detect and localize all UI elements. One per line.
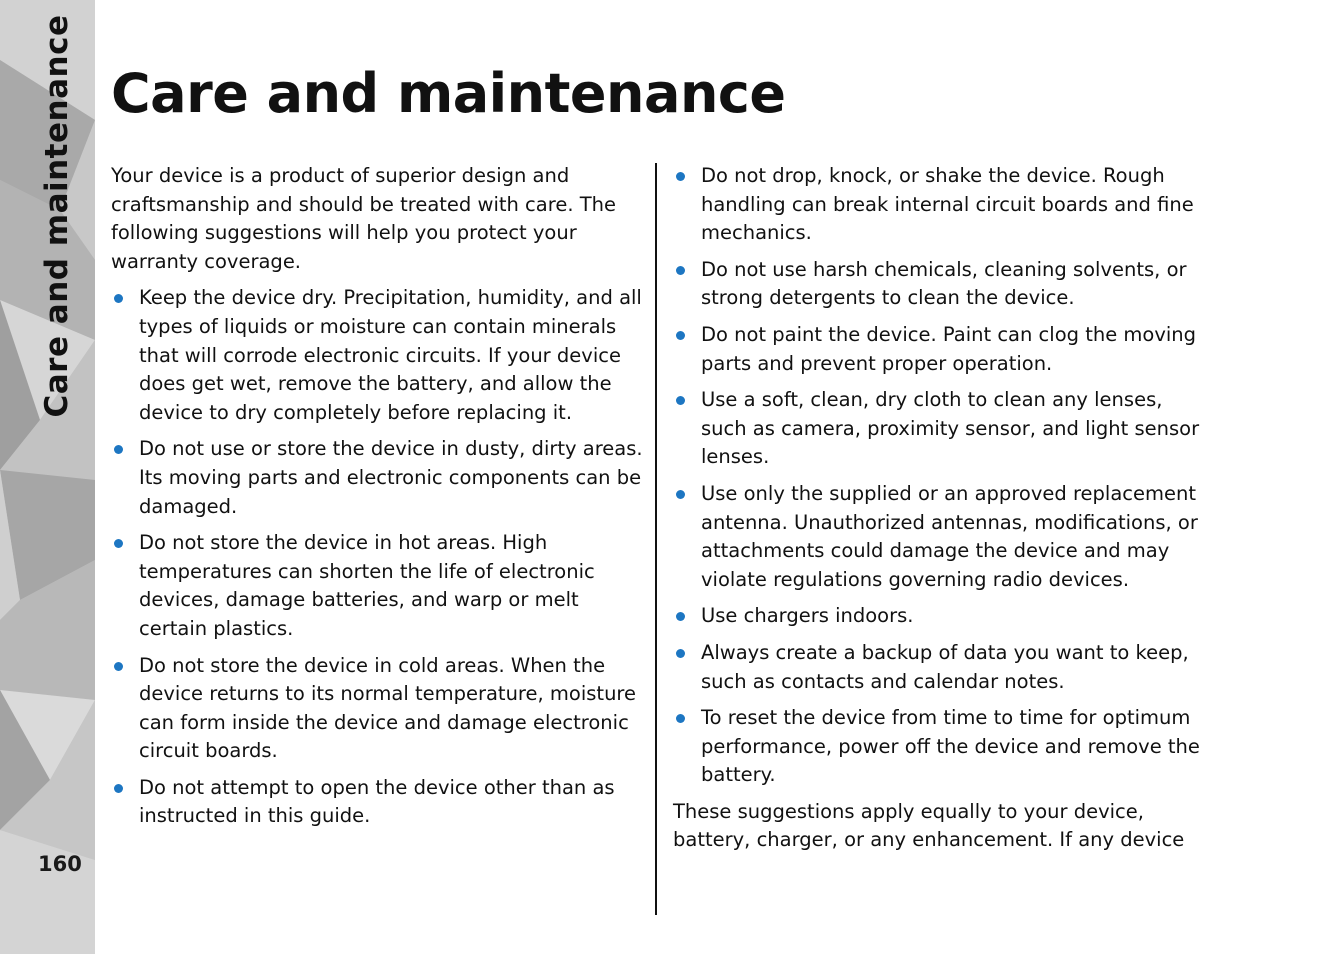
page-title: Care and maintenance (111, 62, 786, 125)
list-item-text: Do not store the device in hot areas. High temperatures can shorten the life of electronic devices, damage batteries, and warp or melt certain plastics. (139, 531, 595, 640)
list-item (111, 529, 643, 643)
right-bullet-list (673, 162, 1203, 790)
list-item (673, 639, 1203, 696)
bullet-icon (676, 612, 685, 621)
list-item-text: Do not paint the device. Paint can clog the moving parts and prevent proper operation. (701, 322, 1197, 375)
list-item-text: Do not use or store the device in dusty, dirty areas. Its moving parts and electronic components can be damaged. (139, 437, 643, 518)
side-band-decoration (0, 0, 95, 954)
list-item-text: Do not use harsh chemicals, cleaning solvents, or strong detergents to clean the device. (701, 257, 1187, 310)
bullet-icon (114, 539, 123, 548)
list-item-text: Always create a backup of data you want to keep, such as contacts and calendar notes. (701, 640, 1189, 693)
right-column (673, 162, 1203, 863)
list-item (111, 435, 643, 521)
bullet-icon (676, 266, 685, 275)
list-item (673, 321, 1203, 378)
bullet-icon (114, 445, 123, 454)
list-item-text: Do not store the device in cold areas. When the device returns to its normal temperature, moisture can form inside the device and damage electronic circuit boards. (139, 653, 637, 763)
bullet-icon (114, 294, 123, 303)
bullet-icon (676, 396, 685, 405)
list-item (111, 652, 643, 766)
list-item-text: Use only the supplied or an approved replacement antenna. Unauthorized antennas, modifications, or attachments could damage the device and may violate regulations governing radio devices. (701, 481, 1198, 591)
closing-paragraph: These suggestions apply equally to your device, battery, charger, or any enhancement. If any device (673, 799, 1185, 852)
intro-paragraph: Your device is a product of superior design and craftsmanship and should be treated with care. The following suggestions will help you protect your warranty coverage. (111, 164, 616, 273)
list-item (673, 704, 1203, 790)
column-divider (655, 163, 657, 915)
bullet-icon (676, 172, 685, 181)
side-section-label: Care and maintenance (39, 14, 75, 418)
bullet-icon (676, 649, 685, 658)
bullet-icon (114, 662, 123, 671)
list-item-text: Do not drop, knock, or shake the device. Rough handling can break internal circuit boards and fine mechanics. (701, 164, 1194, 245)
list-item (673, 602, 1203, 631)
list-item (673, 386, 1203, 472)
list-item-text: Keep the device dry. Precipitation, humidity, and all types of liquids or moisture can contain minerals that will corrode electronic circuits. If your device does get wet, remove the battery, and allow the device to dry completely before replacing it. (139, 286, 642, 424)
list-item (673, 256, 1203, 313)
list-item (673, 480, 1203, 594)
list-item-text: Do not attempt to open the device other than as instructed in this guide. (139, 775, 615, 828)
left-bullet-list (111, 284, 643, 831)
list-item-text: Use a soft, clean, dry cloth to clean any lenses, such as camera, proximity sensor, and light sensor lenses. (701, 388, 1200, 469)
bullet-icon (676, 331, 685, 340)
left-column (111, 162, 643, 839)
list-item-text: To reset the device from time to time for optimum performance, power off the device and remove the battery. (701, 706, 1200, 787)
list-item-text: Use chargers indoors. (701, 604, 914, 628)
bullet-icon (676, 714, 685, 723)
bullet-icon (114, 784, 123, 793)
list-item (111, 284, 643, 427)
list-item (673, 162, 1203, 248)
page-number: 160 (38, 852, 82, 876)
list-item (111, 774, 643, 831)
bullet-icon (676, 490, 685, 499)
